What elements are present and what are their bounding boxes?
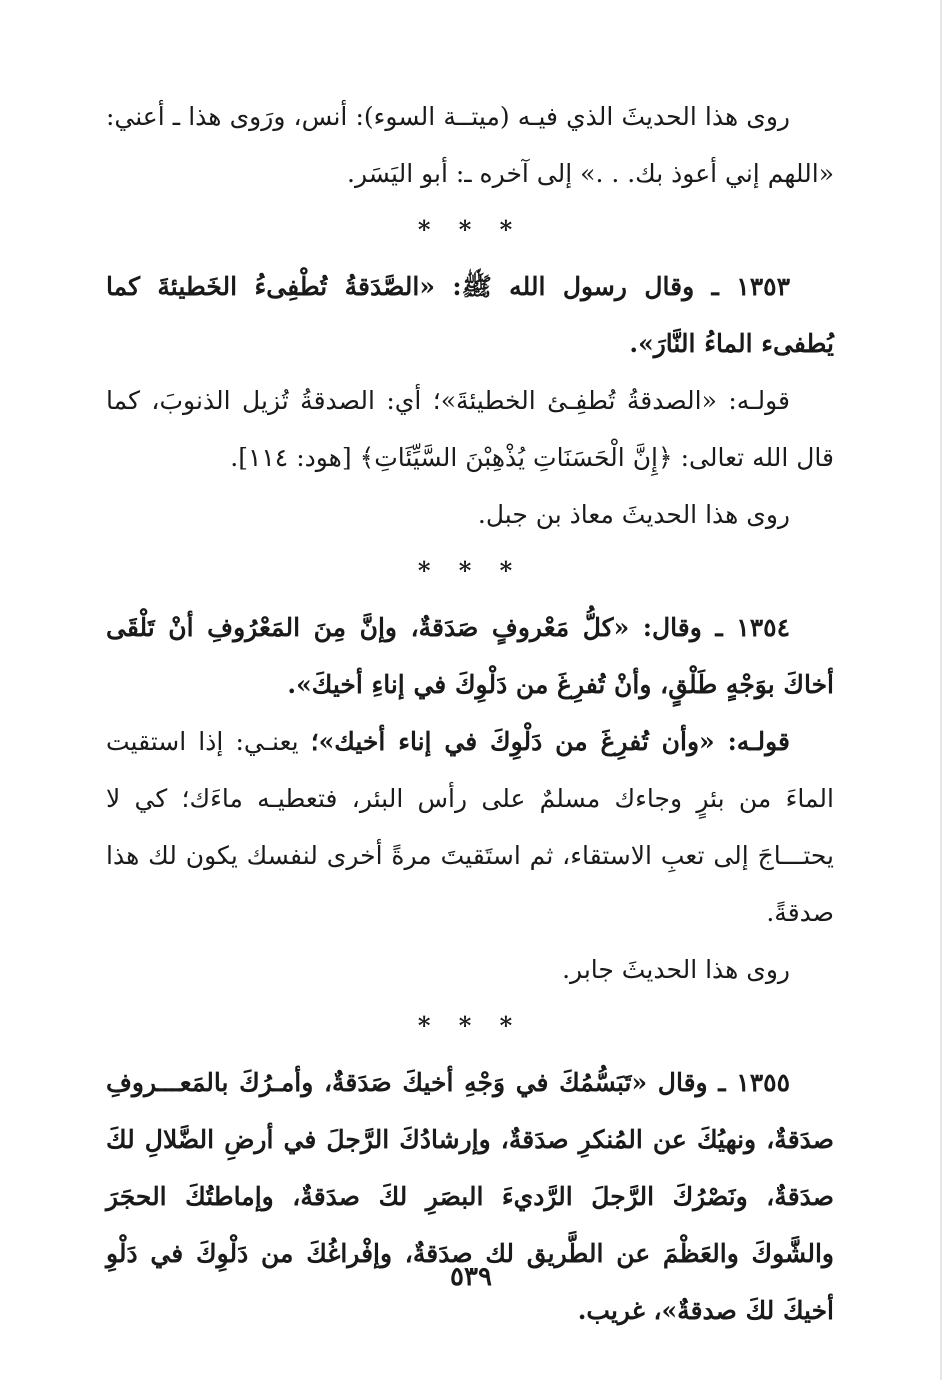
commentary-paragraph (106, 372, 834, 486)
section-separator: * * * (417, 215, 523, 244)
hadith-paragraph: ١٣٥٥ ـ وقال «تَبَسُّمُكَ في وَجْهِ أخيكَ صَدَقةٌ، وأمـرُكَ بالمَعـــروفِ صدَقةٌ، ونهيُكَ عن المُنكرِ صدَقةٌ، وإرشادُكَ الرَّجلَ في أرضِ الضَّلالِ لكَ صدَقةٌ، ونَصْرُكَ الرَّجلَ الرَّديءَ البصَرِ لكَ صدَقةٌ، وإماطتُكَ الحجَرَ والشَّوكَ والعَظْمَ عن الطَّريق لك صدَقةٌ، وإفْراغُكَ من دَلْوِكَ في دَلْوِ أخيكَ لكَ صدقةٌ»، غريب. (106, 1068, 834, 1325)
quran-reference: [هود: ١١٤]. (230, 443, 352, 472)
page-number: ٥٣٩ (450, 1262, 492, 1292)
hadith-paragraph: ١٣٥٤ ـ وقال: «كلُّ مَعْروفٍ صَدَقةٌ، وإنَّ مِنَ المَعْرُوفِ أنْ تَلْقَى أخاكَ بوَجْهٍ طَلْقٍ، وأنْ تُفرِغَ من دَلْوِكَ في إناءِ أخيكَ». (106, 613, 834, 699)
section-separator: * * * (417, 1011, 523, 1040)
narration-paragraph: روى هذا الحديثَ الذي فيـه (ميتــة السوء): أنس، ورَوى هذا ـ أعني: «اللهم إني أعوذ بك. . .» إلى آخره ـ: أبو اليَسَر. (106, 102, 834, 188)
narration-paragraph: روى هذا الحديثَ معاذ بن جبل. (477, 500, 790, 529)
page-body (106, 88, 834, 1339)
commentary-lead: قولـه: «الصدقةُ تُطفِـئ الخطيئةَ»؛ أي: الصدقةُ تُزيل الذنوبَ، كما قال الله تعالى: (106, 386, 834, 472)
section-separator: * * * (417, 556, 523, 585)
quran-verse: ﴿إِنَّ الْحَسَنَاتِ يُذْهِبْنَ السَّيِّئَاتِ﴾ (359, 443, 673, 472)
commentary-lead: قولـه: «وأن تُفرِغَ من دَلْوِكَ في إناء أخيك»؛ (310, 727, 791, 756)
commentary-body: يعنـي: إذا استقيت الماءَ من بئرٍ وجاءك مسلمٌ على رأس البئر، فتعطيـه ماءَك؛ كي لا يحتـــاجَ إلى تعبِ الاستقاء، ثم استَقيتَ مرةً أخرى لنفسك يكون لك هذا صدقةً. (106, 727, 834, 927)
commentary-paragraph (106, 713, 834, 941)
narration-paragraph: روى هذا الحديثَ جابر. (562, 955, 790, 984)
hadith-paragraph: ١٣٥٣ ـ وقال رسول الله ﷺ: «الصَّدَقةُ تُطْفِىءُ الخَطيئةَ كما يُطفىء الماءُ النَّارَ». (106, 272, 834, 358)
